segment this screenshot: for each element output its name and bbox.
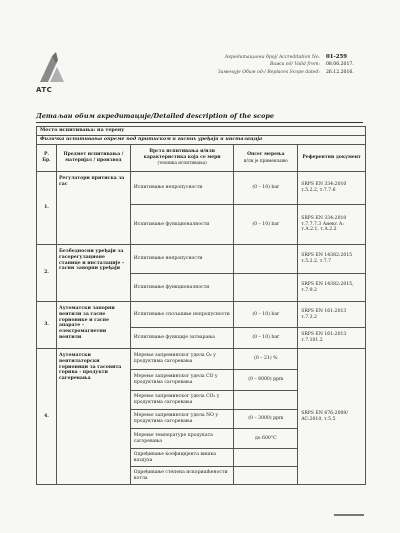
- row-method: Испитивање функционалности: [130, 205, 234, 245]
- header-method-label: Врста испитивања и/или карактеристика која се мери: [143, 148, 221, 160]
- row-method: Мерење запреминског удела CO₂ у продуктима сагоревања: [130, 391, 234, 410]
- valid-from-date: 08.06.2017.: [326, 62, 354, 68]
- row-range: (0 – 10) bar: [234, 328, 298, 349]
- valid-from-row: [200, 61, 360, 68]
- accreditation-label: Акредитациони број/ Accreditation No.: [224, 55, 320, 60]
- table-row: [37, 172, 366, 205]
- table-header-row: [37, 145, 366, 172]
- scope-table: [36, 126, 366, 485]
- table-row: [37, 302, 366, 328]
- row-reference: SRPS EN 14382:2015 т.5.2.2, т.7.7: [298, 245, 366, 274]
- row-range: [234, 449, 298, 467]
- row-reference: SRPS EN 161:2013 т.7.101.2: [298, 328, 366, 349]
- row-range: [234, 391, 298, 410]
- header-method-sub: (техника испитивања): [157, 160, 207, 166]
- replaces-date: 26.12.2016.: [326, 69, 354, 75]
- row-method: Одређивање степена искоришћености котла: [130, 467, 234, 485]
- row-subject: Безбедносни уређаји за гасорегулационе станице и инсталације – гасни заворни уређаји: [56, 245, 130, 302]
- row-method: Испитивање спољашње непропусности: [130, 302, 234, 328]
- row-reference: SRPS EN 14382:2015, т.7.9.2: [298, 274, 366, 302]
- row-reference: SRPS EN 334:2010 т.5.2.2, т.7.7.6: [298, 172, 366, 205]
- row-range: [234, 467, 298, 485]
- location-row: [37, 127, 366, 136]
- footer-mark: [334, 514, 364, 516]
- row-range: (0 – 21) %: [234, 349, 298, 370]
- row-range: (0 – 10) bar: [234, 172, 298, 205]
- row-method: Испитивање функције затварања: [130, 328, 234, 349]
- page-title: Детаљан обим акредитације/Detailed description of the scope: [36, 112, 363, 123]
- row-method: Испитивање непропусности: [130, 172, 234, 205]
- row-number: 2.: [37, 245, 57, 302]
- header-range-label: Опсег мерења: [247, 151, 285, 157]
- category-cell: Физичка испитивања опреме под притиском и гасних уређаја и инсталација: [37, 136, 366, 145]
- row-subject: Регулатори притиска за гас: [56, 172, 130, 245]
- accreditation-number-row: [200, 54, 360, 61]
- logo-text: ATC: [36, 86, 53, 94]
- valid-from-label: Важи од/ Valid from:: [270, 62, 320, 68]
- row-range: (0 – 10) bar: [234, 302, 298, 328]
- header-subject: Предмет испитивања / материјал / производ: [56, 145, 130, 172]
- row-reference: SRPS EN 676:2009/ AC:2010, т.5.5: [298, 349, 366, 485]
- accreditation-number: 01-259: [326, 54, 347, 60]
- header-method: [130, 145, 234, 172]
- replaces-label: Замењује Обим од:/ Replaces Scope dated:: [217, 69, 320, 75]
- row-method: Испитивање непропусности: [130, 245, 234, 274]
- replaces-row: [200, 69, 360, 76]
- row-method: Мерење запреминског удела NO у продуктима сагоревања: [130, 410, 234, 429]
- row-number: 1.: [37, 172, 57, 245]
- row-range: (0 – 8000) ppm: [234, 370, 298, 391]
- row-number: 3.: [37, 302, 57, 349]
- row-range: до 600°C: [234, 429, 298, 449]
- accreditation-info: [200, 54, 360, 76]
- row-method: Мерење запреминског удела CO у продуктима сагоревања: [130, 370, 234, 391]
- table-row: [37, 349, 366, 370]
- row-method: Мерење запреминског удела O₂ у продуктима сагоревања: [130, 349, 234, 370]
- row-method: Испитивање функционалности: [130, 274, 234, 302]
- row-method: Одређивање коефицијента вишка ваздуха: [130, 449, 234, 467]
- row-reference: SRPS EN 161:2013 т.7.3.2: [298, 302, 366, 328]
- row-range: (0 – 3000) ppm: [234, 410, 298, 429]
- category-row: [37, 136, 366, 145]
- row-subject: Аутоматски запорни вентили за гасне горионике и гасне апарате – електромагнетни вентили: [56, 302, 130, 349]
- row-subject: Аутоматски вентилаторски горионици за гасовита горива - продукти сагоревања: [56, 349, 130, 485]
- row-range: [234, 245, 298, 274]
- header-range-sub: и/ли је применљиво: [243, 157, 288, 163]
- location-cell: Место испитивања: на терену: [37, 127, 366, 136]
- atc-logo-icon: [36, 50, 68, 90]
- table-row: [37, 245, 366, 274]
- header-range: [234, 145, 298, 172]
- header-no: Р. Бр.: [37, 145, 57, 172]
- row-reference: SRPS EN 334:2010 т.7.7.7.3 Анекс А: т.А.2.1, т.А.2.2: [298, 205, 366, 245]
- row-range: [234, 274, 298, 302]
- row-number: 4.: [37, 349, 57, 485]
- row-method: Мерење температуре продуката сагоревања: [130, 429, 234, 449]
- row-range: (0 – 10) bar: [234, 205, 298, 245]
- header-reference: Референтни документ: [298, 145, 366, 172]
